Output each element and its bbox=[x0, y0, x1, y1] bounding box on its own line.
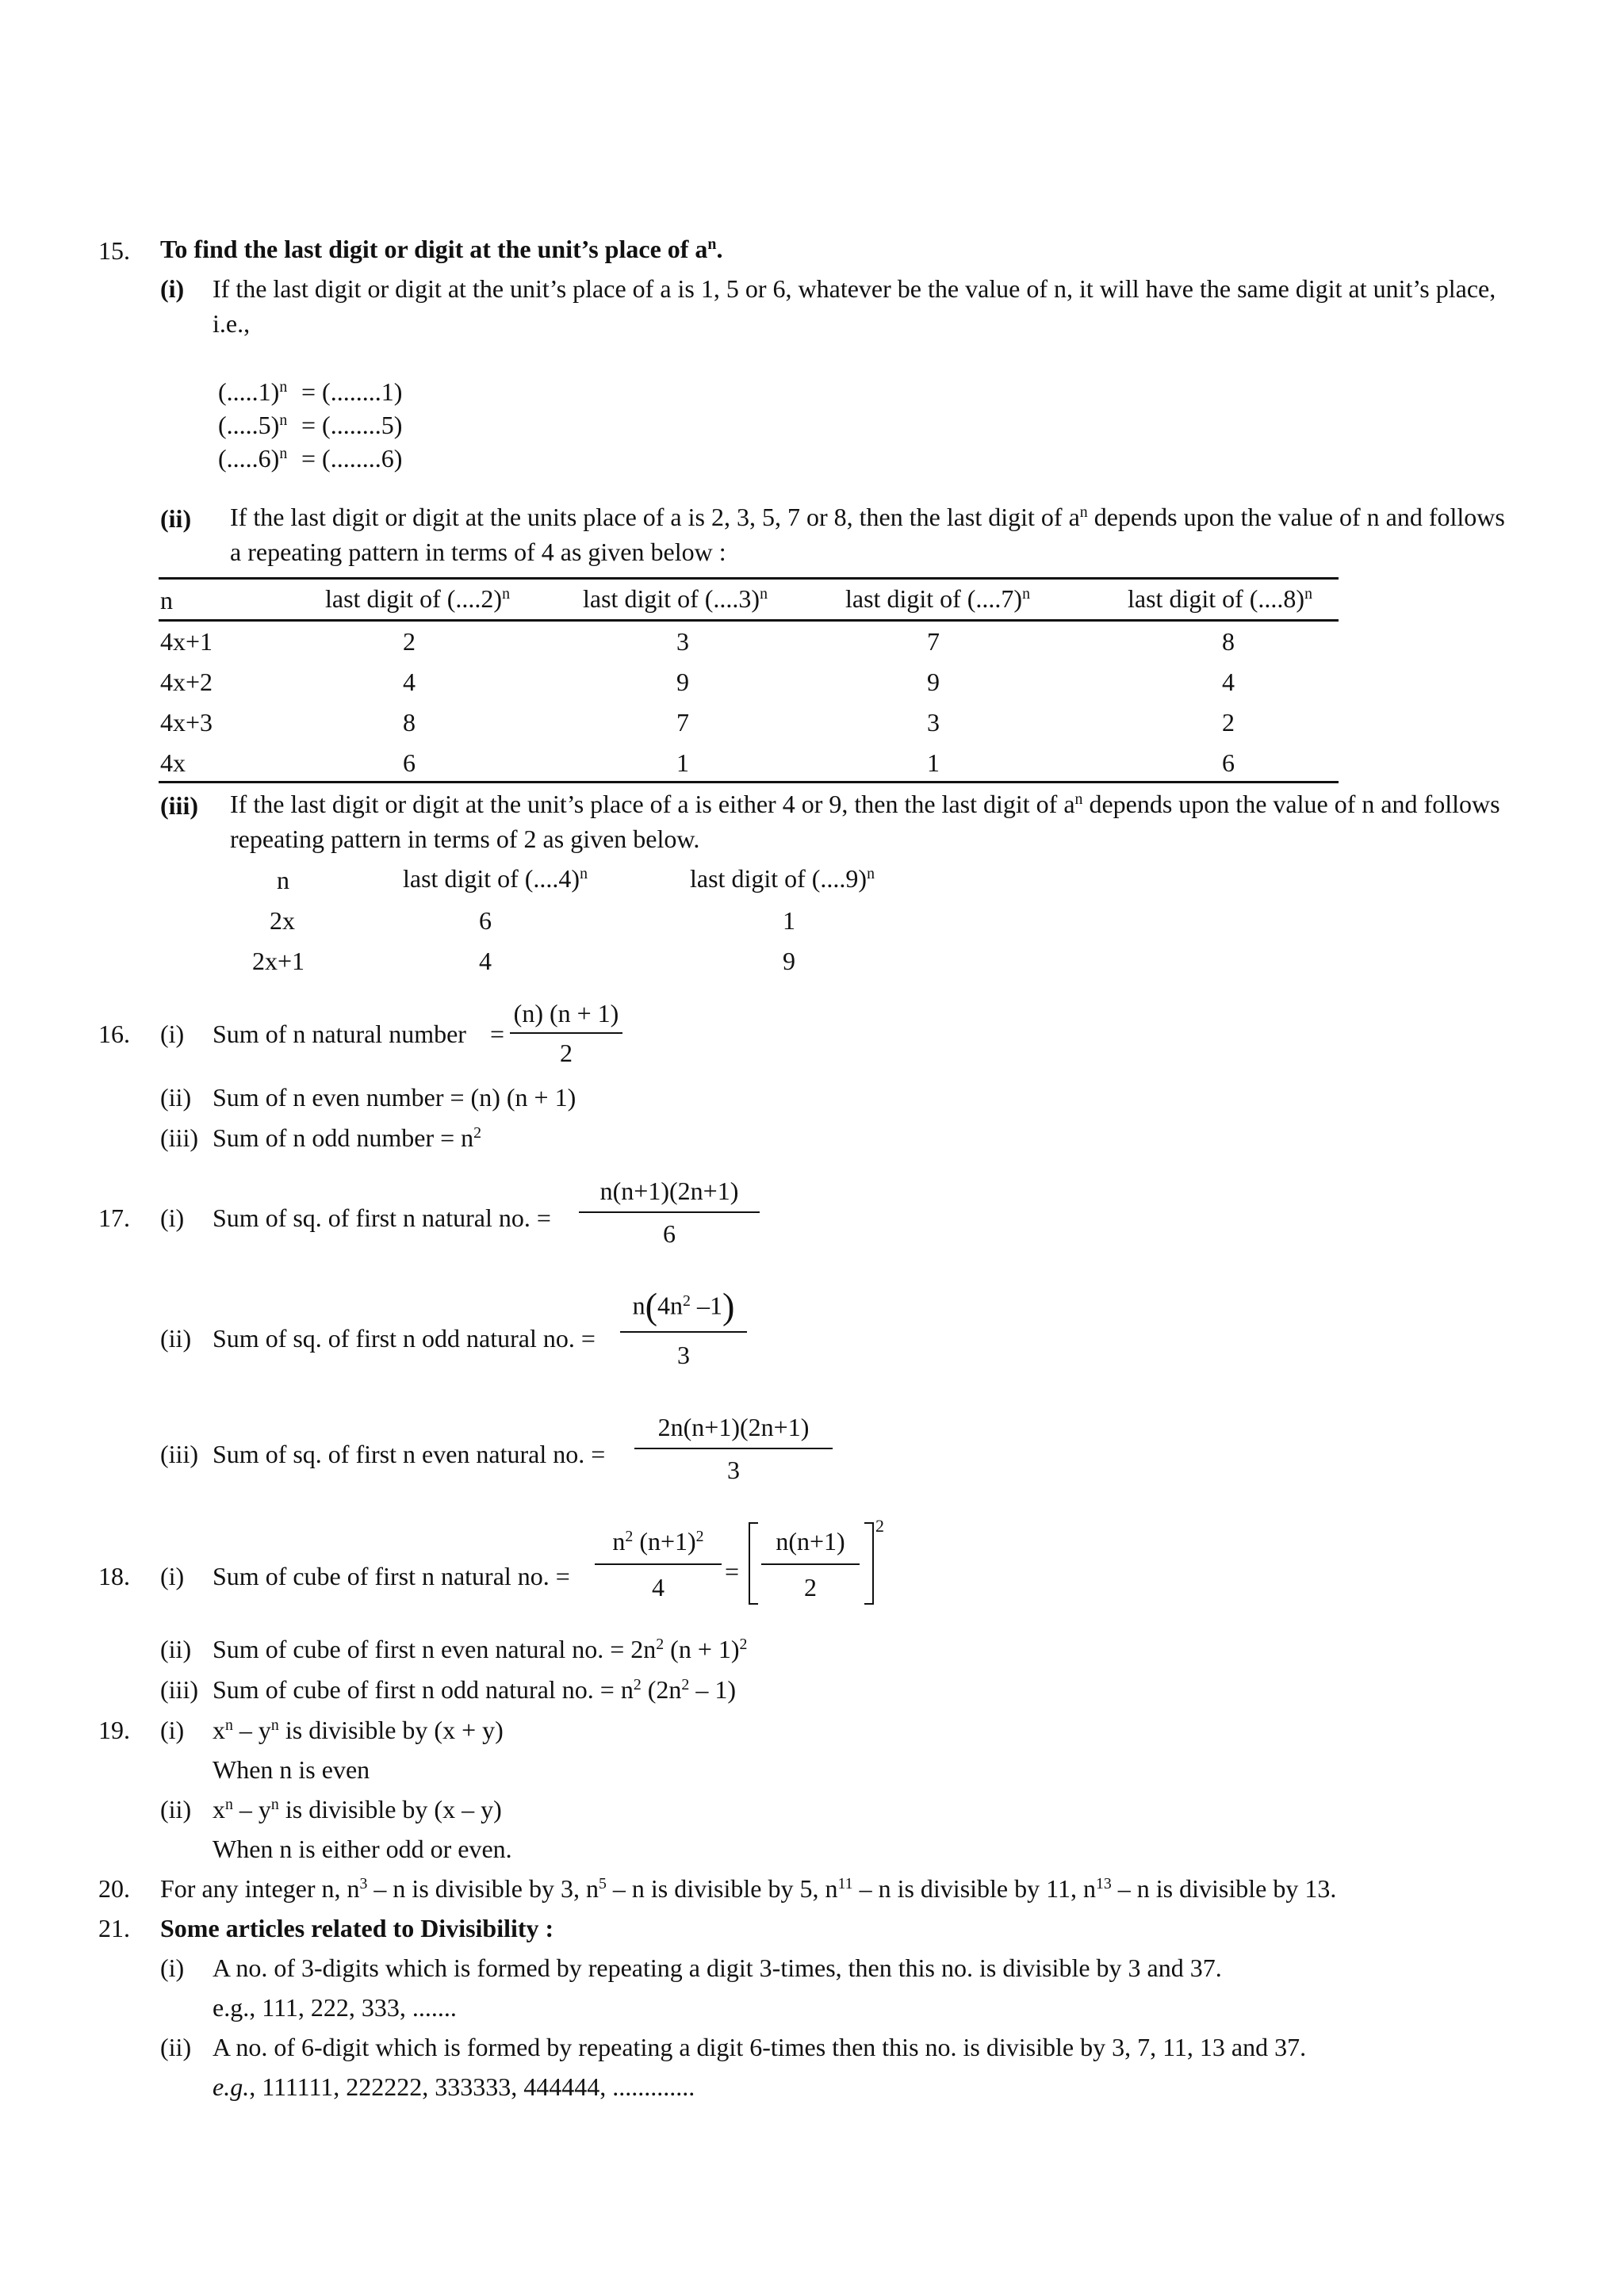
table-cell-n: 4x+1 bbox=[160, 627, 213, 656]
label-17-iii: (iii) bbox=[160, 1440, 198, 1468]
heading-last-digit: To find the last digit or digit at the unit’s place of $a^n$. bbox=[160, 235, 723, 263]
table-cell: 9 bbox=[676, 668, 689, 696]
fraction-sum-squares bbox=[579, 1178, 760, 1246]
table-cell: 1 bbox=[783, 906, 795, 935]
fraction-numerator: n(n+1) bbox=[776, 1527, 845, 1556]
text-21-ii: A no. of 6-digit which is formed by repeating a digit 6-times then this no. is divisible by 3, 7, 11, 13 and 37. bbox=[213, 2033, 1307, 2061]
fraction-sum-odd-squares bbox=[620, 1287, 747, 1370]
table-cell: 4 bbox=[1222, 668, 1235, 696]
table-cell-n: 4x+2 bbox=[160, 668, 213, 696]
equation-ends-6: $(.....6)^n$ bbox=[218, 444, 288, 473]
text-15-i-line1: If the last digit or digit at the unit’s place of a is 1, 5 or 6, whatever be the value of n, it will have the same digit at unit’s place, bbox=[213, 274, 1496, 303]
fraction-denominator: 4 bbox=[652, 1573, 665, 1601]
equation-ends-1-result: = (........1) bbox=[301, 377, 403, 406]
table-cell: 7 bbox=[927, 627, 940, 656]
fraction-bracket bbox=[761, 1529, 860, 1600]
text-16-i: Sum of n natural number bbox=[213, 1020, 466, 1048]
fraction-denominator: 6 bbox=[663, 1219, 676, 1248]
text-18-i: Sum of cube of first n natural no. = bbox=[213, 1562, 570, 1590]
item-number-17: 17. bbox=[98, 1203, 130, 1232]
text-16-iii: Sum of n odd number = $n^2$ bbox=[213, 1123, 482, 1152]
fraction-numerator: $n(4n^2$ –1) bbox=[632, 1287, 735, 1327]
text-19-i-when: When n is even bbox=[213, 1755, 370, 1784]
table-header-col7: last digit of $(....7)^n$ bbox=[845, 584, 1030, 613]
fraction-bar bbox=[620, 1331, 747, 1333]
left-bracket-icon bbox=[749, 1522, 758, 1605]
fraction-denominator: 2 bbox=[560, 1039, 573, 1067]
label-16-iii: (iii) bbox=[160, 1123, 198, 1152]
paren-icon: ) bbox=[722, 1287, 735, 1327]
text-15-ii-line2: a repeating pattern in terms of 4 as given below : bbox=[230, 538, 726, 566]
table-top-rule bbox=[159, 577, 1339, 580]
table-cell: 2 bbox=[1222, 708, 1235, 737]
text-19-ii: $x^n - y^n$ is divisible by (x – y) bbox=[213, 1795, 502, 1823]
table-cell: 4 bbox=[403, 668, 416, 696]
table-header-n: n bbox=[160, 586, 173, 614]
fraction-numerator: (n) (n + 1) bbox=[513, 999, 619, 1027]
fraction-bar bbox=[510, 1032, 622, 1034]
table-cell: 9 bbox=[783, 947, 795, 975]
table2-header-n: n bbox=[277, 866, 289, 894]
text-15-ii-line1: If the last digit or digit at the units place of a is 2, 3, 5, 7 or 8, then the last digit of $a^n$ depends upon the value of n and follows bbox=[230, 503, 1505, 531]
equation-ends-5: $(.....5)^n$ bbox=[218, 411, 288, 439]
label-15-iii: (iii) bbox=[160, 791, 198, 820]
equation-ends-1: $(.....1)^n$ bbox=[218, 377, 288, 406]
table-cell: 1 bbox=[927, 748, 940, 777]
item-number-16: 16. bbox=[98, 1020, 130, 1048]
example-21-i: e.g., 111, 222, 333, ....... bbox=[213, 1993, 457, 2022]
text-15-iii-line1: If the last digit or digit at the unit’s place of a is either 4 or 9, then the last digit of $a^n$ depends upon the value of n and follows bbox=[230, 790, 1500, 818]
table2-header-col4: last digit of $(....4)^n$ bbox=[403, 864, 588, 893]
table-cell-n: 4x+3 bbox=[160, 708, 213, 737]
table-header-col2: last digit of $(....2)^n$ bbox=[325, 584, 510, 613]
equation-ends-5-result: = (........5) bbox=[301, 411, 403, 439]
heading-divisibility: Some articles related to Divisibility : bbox=[160, 1914, 554, 1942]
example-21-ii: e.g., 111111, 222222, 333333, 444444, ............. bbox=[213, 2072, 695, 2101]
table2-header-col9: last digit of $(....9)^n$ bbox=[690, 864, 875, 893]
table-header-col8: last digit of $(....8)^n$ bbox=[1128, 584, 1312, 613]
item-number-21: 21. bbox=[98, 1914, 130, 1942]
table-cell: 2 bbox=[403, 627, 416, 656]
table-cell-n: 2x+1 bbox=[252, 947, 305, 975]
text-21-i: A no. of 3-digits which is formed by repeating a digit 3-times, then this no. is divisible by 3 and 37. bbox=[213, 1954, 1222, 1982]
fraction-sum-even-squares bbox=[634, 1414, 833, 1483]
fraction-sum-natural bbox=[510, 1001, 622, 1066]
text-18-ii: Sum of cube of first n even natural no. = $2n^2$ $(n + 1)^2$ bbox=[213, 1635, 748, 1663]
table-bottom-rule bbox=[159, 781, 1339, 783]
text-17-ii: Sum of sq. of first n odd natural no. = bbox=[213, 1324, 596, 1353]
item-number-20: 20. bbox=[98, 1874, 130, 1903]
table-cell: 3 bbox=[927, 708, 940, 737]
fraction-numerator: 2n(n+1)(2n+1) bbox=[657, 1413, 810, 1441]
fraction-numerator: n(n+1)(2n+1) bbox=[599, 1177, 739, 1205]
table-cell-n: 2x bbox=[270, 906, 295, 935]
equals-sign: = bbox=[490, 1020, 505, 1048]
table-cell: 8 bbox=[1222, 627, 1235, 656]
label-21-ii: (ii) bbox=[160, 2033, 192, 2061]
paren-icon: ( bbox=[645, 1287, 658, 1327]
label-18-ii: (ii) bbox=[160, 1635, 192, 1663]
item-number-19: 19. bbox=[98, 1716, 130, 1744]
fraction-sum-cubes bbox=[595, 1529, 722, 1600]
text-20: For any integer n, $n^3$ – n is divisible by 3, $n^5$ – n is divisible by 5, $n^{11}$ – n is divisible by 11, $n^{13}$ – n is divisible by 13. bbox=[160, 1874, 1337, 1903]
label-16-ii: (ii) bbox=[160, 1083, 192, 1112]
label-15-ii: (ii) bbox=[160, 504, 192, 533]
table-cell: 8 bbox=[403, 708, 416, 737]
label-18-iii: (iii) bbox=[160, 1675, 198, 1704]
table-cell: 6 bbox=[479, 906, 492, 935]
fraction-bar bbox=[634, 1448, 833, 1449]
label-21-i: (i) bbox=[160, 1954, 185, 1982]
label-19-i: (i) bbox=[160, 1716, 185, 1744]
label-17-i: (i) bbox=[160, 1203, 185, 1232]
text-15-i-line2: i.e., bbox=[213, 309, 251, 338]
label-17-ii: (ii) bbox=[160, 1324, 192, 1353]
fraction-denominator: 3 bbox=[677, 1341, 690, 1370]
fraction-denominator: 3 bbox=[727, 1456, 740, 1484]
table-cell: 9 bbox=[927, 668, 940, 696]
equals-sign: = bbox=[725, 1557, 740, 1586]
bracket-exponent: 2 bbox=[875, 1516, 884, 1536]
text-17-iii: Sum of sq. of first n even natural no. = bbox=[213, 1440, 606, 1468]
equation-ends-6-result: = (........6) bbox=[301, 444, 403, 473]
label-18-i: (i) bbox=[160, 1562, 185, 1590]
table-cell: 6 bbox=[403, 748, 416, 777]
fraction-bar bbox=[595, 1563, 722, 1565]
table-cell-n: 4x bbox=[160, 748, 186, 777]
fraction-bar bbox=[579, 1211, 760, 1213]
fraction-bar bbox=[761, 1563, 860, 1565]
table-header-rule bbox=[159, 619, 1339, 622]
item-number-18: 18. bbox=[98, 1562, 130, 1590]
right-bracket-icon bbox=[864, 1522, 874, 1605]
label-16-i: (i) bbox=[160, 1020, 185, 1048]
text-16-ii: Sum of n even number = (n) (n + 1) bbox=[213, 1083, 576, 1112]
table-header-col3: last digit of $(....3)^n$ bbox=[583, 584, 768, 613]
text-19-i: $x^n - y^n$ is divisible by (x + y) bbox=[213, 1716, 504, 1744]
fraction-numerator: $n^2$ $(n+1)^2$ bbox=[612, 1527, 704, 1556]
label-19-ii: (ii) bbox=[160, 1795, 192, 1823]
text-18-iii: Sum of cube of first n odd natural no. = $n^2$ $(2n^2 - 1)$ bbox=[213, 1675, 736, 1704]
table-cell: 6 bbox=[1222, 748, 1235, 777]
fraction-denominator: 2 bbox=[804, 1573, 817, 1601]
table-cell: 4 bbox=[479, 947, 492, 975]
text-17-i: Sum of sq. of first n natural no. = bbox=[213, 1203, 551, 1232]
item-number-15: 15. bbox=[98, 236, 130, 265]
table-cell: 7 bbox=[676, 708, 689, 737]
table-cell: 1 bbox=[676, 748, 689, 777]
text-15-iii-line2: repeating pattern in terms of 2 as given below. bbox=[230, 825, 700, 853]
label-15-i: (i) bbox=[160, 274, 185, 303]
text-19-ii-when: When n is either odd or even. bbox=[213, 1835, 512, 1863]
table-cell: 3 bbox=[676, 627, 689, 656]
